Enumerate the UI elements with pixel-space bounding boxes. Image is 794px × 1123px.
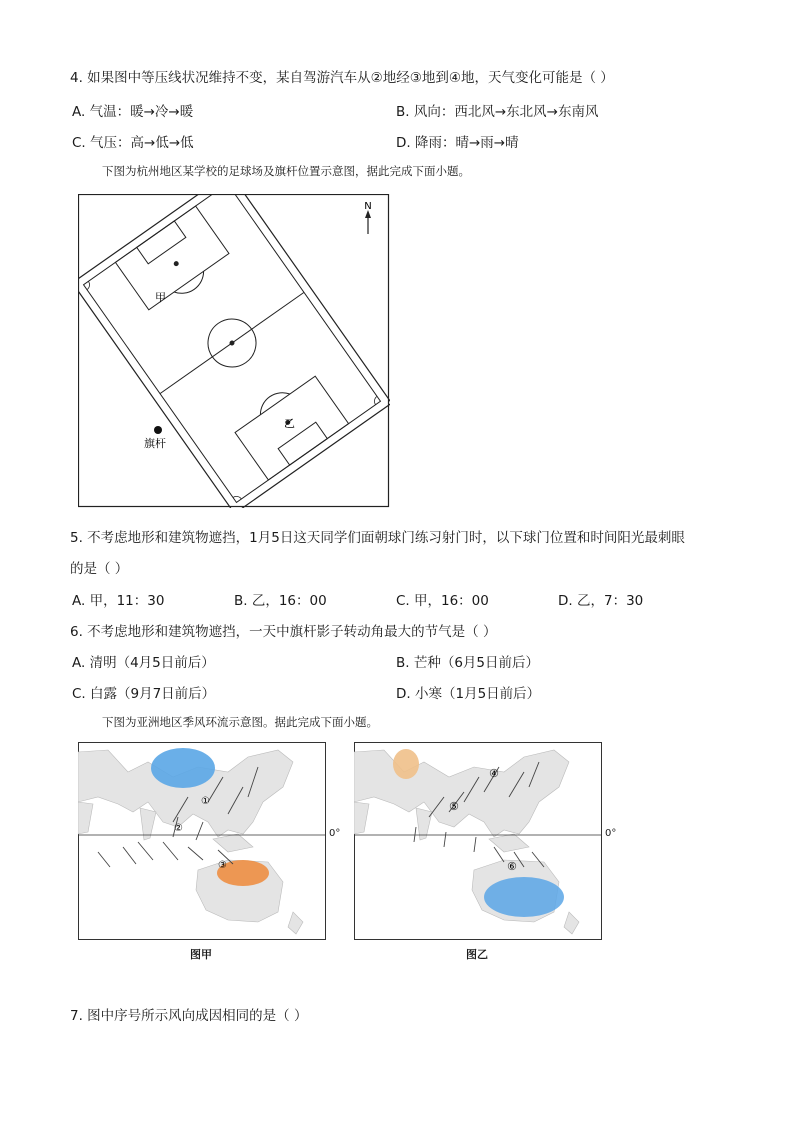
equator-label-left: 0° [329,828,341,839]
monsoon-map-left [78,742,326,940]
low-pressure-zone [393,749,419,779]
marker-1: ① [201,796,210,807]
flagpole-marker [154,426,162,434]
caption-right: 图乙 [466,948,488,961]
q4-option-a: A. 气温：暖→冷→暖 [72,104,194,120]
high-pressure-zone [151,748,215,788]
monsoon-map-right [354,742,602,940]
high-pressure-zone [484,877,564,917]
label-yi: 乙 [284,417,295,430]
equator-label-right: 0° [605,828,617,839]
q6-stem: 6. 不考虑地形和建筑物遮挡，一天中旗杆影子转动角最大的节气是（ ） [70,624,497,640]
label-flagpole: 旗杆 [144,437,166,450]
label-jia: 甲 [155,291,166,304]
q6-option-a: A. 清明（4月5日前后） [72,655,215,671]
q6-option-b: B. 芒种（6月5日前后） [396,655,540,671]
q7-stem: 7. 图中序号所示风向成因相同的是（ ） [70,1008,308,1024]
marker-2: ② [174,823,183,834]
caption-left: 图甲 [190,948,212,961]
marker-6: ⑥ [507,860,517,873]
q4-option-d: D. 降雨：晴→雨→晴 [396,135,519,151]
intro-field: 下图为杭州地区某学校的足球场及旗杆位置示意图，据此完成下面小题。 [102,164,470,178]
q5-option-a: A. 甲，11：30 [72,593,165,609]
intro-monsoon: 下图为亚洲地区季风环流示意图。据此完成下面小题。 [102,715,378,729]
north-label: N [364,201,372,212]
marker-4: ④ [489,767,499,780]
q5-option-b: B. 乙，16：00 [234,593,327,609]
q6-option-d: D. 小寒（1月5日前后） [396,686,541,702]
q5-stem-line2: 的是（ ） [70,561,129,577]
q5-stem-line1: 5. 不考虑地形和建筑物遮挡，1月5日这天同学们面朝球门练习射门时，以下球门位置和时间阳光最刺眼 [70,530,685,546]
q6-option-c: C. 白露（9月7日前后） [72,686,216,702]
marker-5: ⑤ [449,800,459,813]
q4-stem: 4. 如果图中等压线状况维持不变，某自驾游汽车从②地经③地到④地，天气变化可能是（ ） [70,70,614,86]
football-field-diagram [78,194,390,508]
q4-option-b: B. 风向：西北风→东北风→东南风 [396,104,599,120]
q4-option-c: C. 气压：高→低→低 [72,135,194,151]
q5-option-d: D. 乙，7：30 [558,593,644,609]
q5-option-c: C. 甲，16：00 [396,593,489,609]
marker-3: ③ [218,860,227,871]
